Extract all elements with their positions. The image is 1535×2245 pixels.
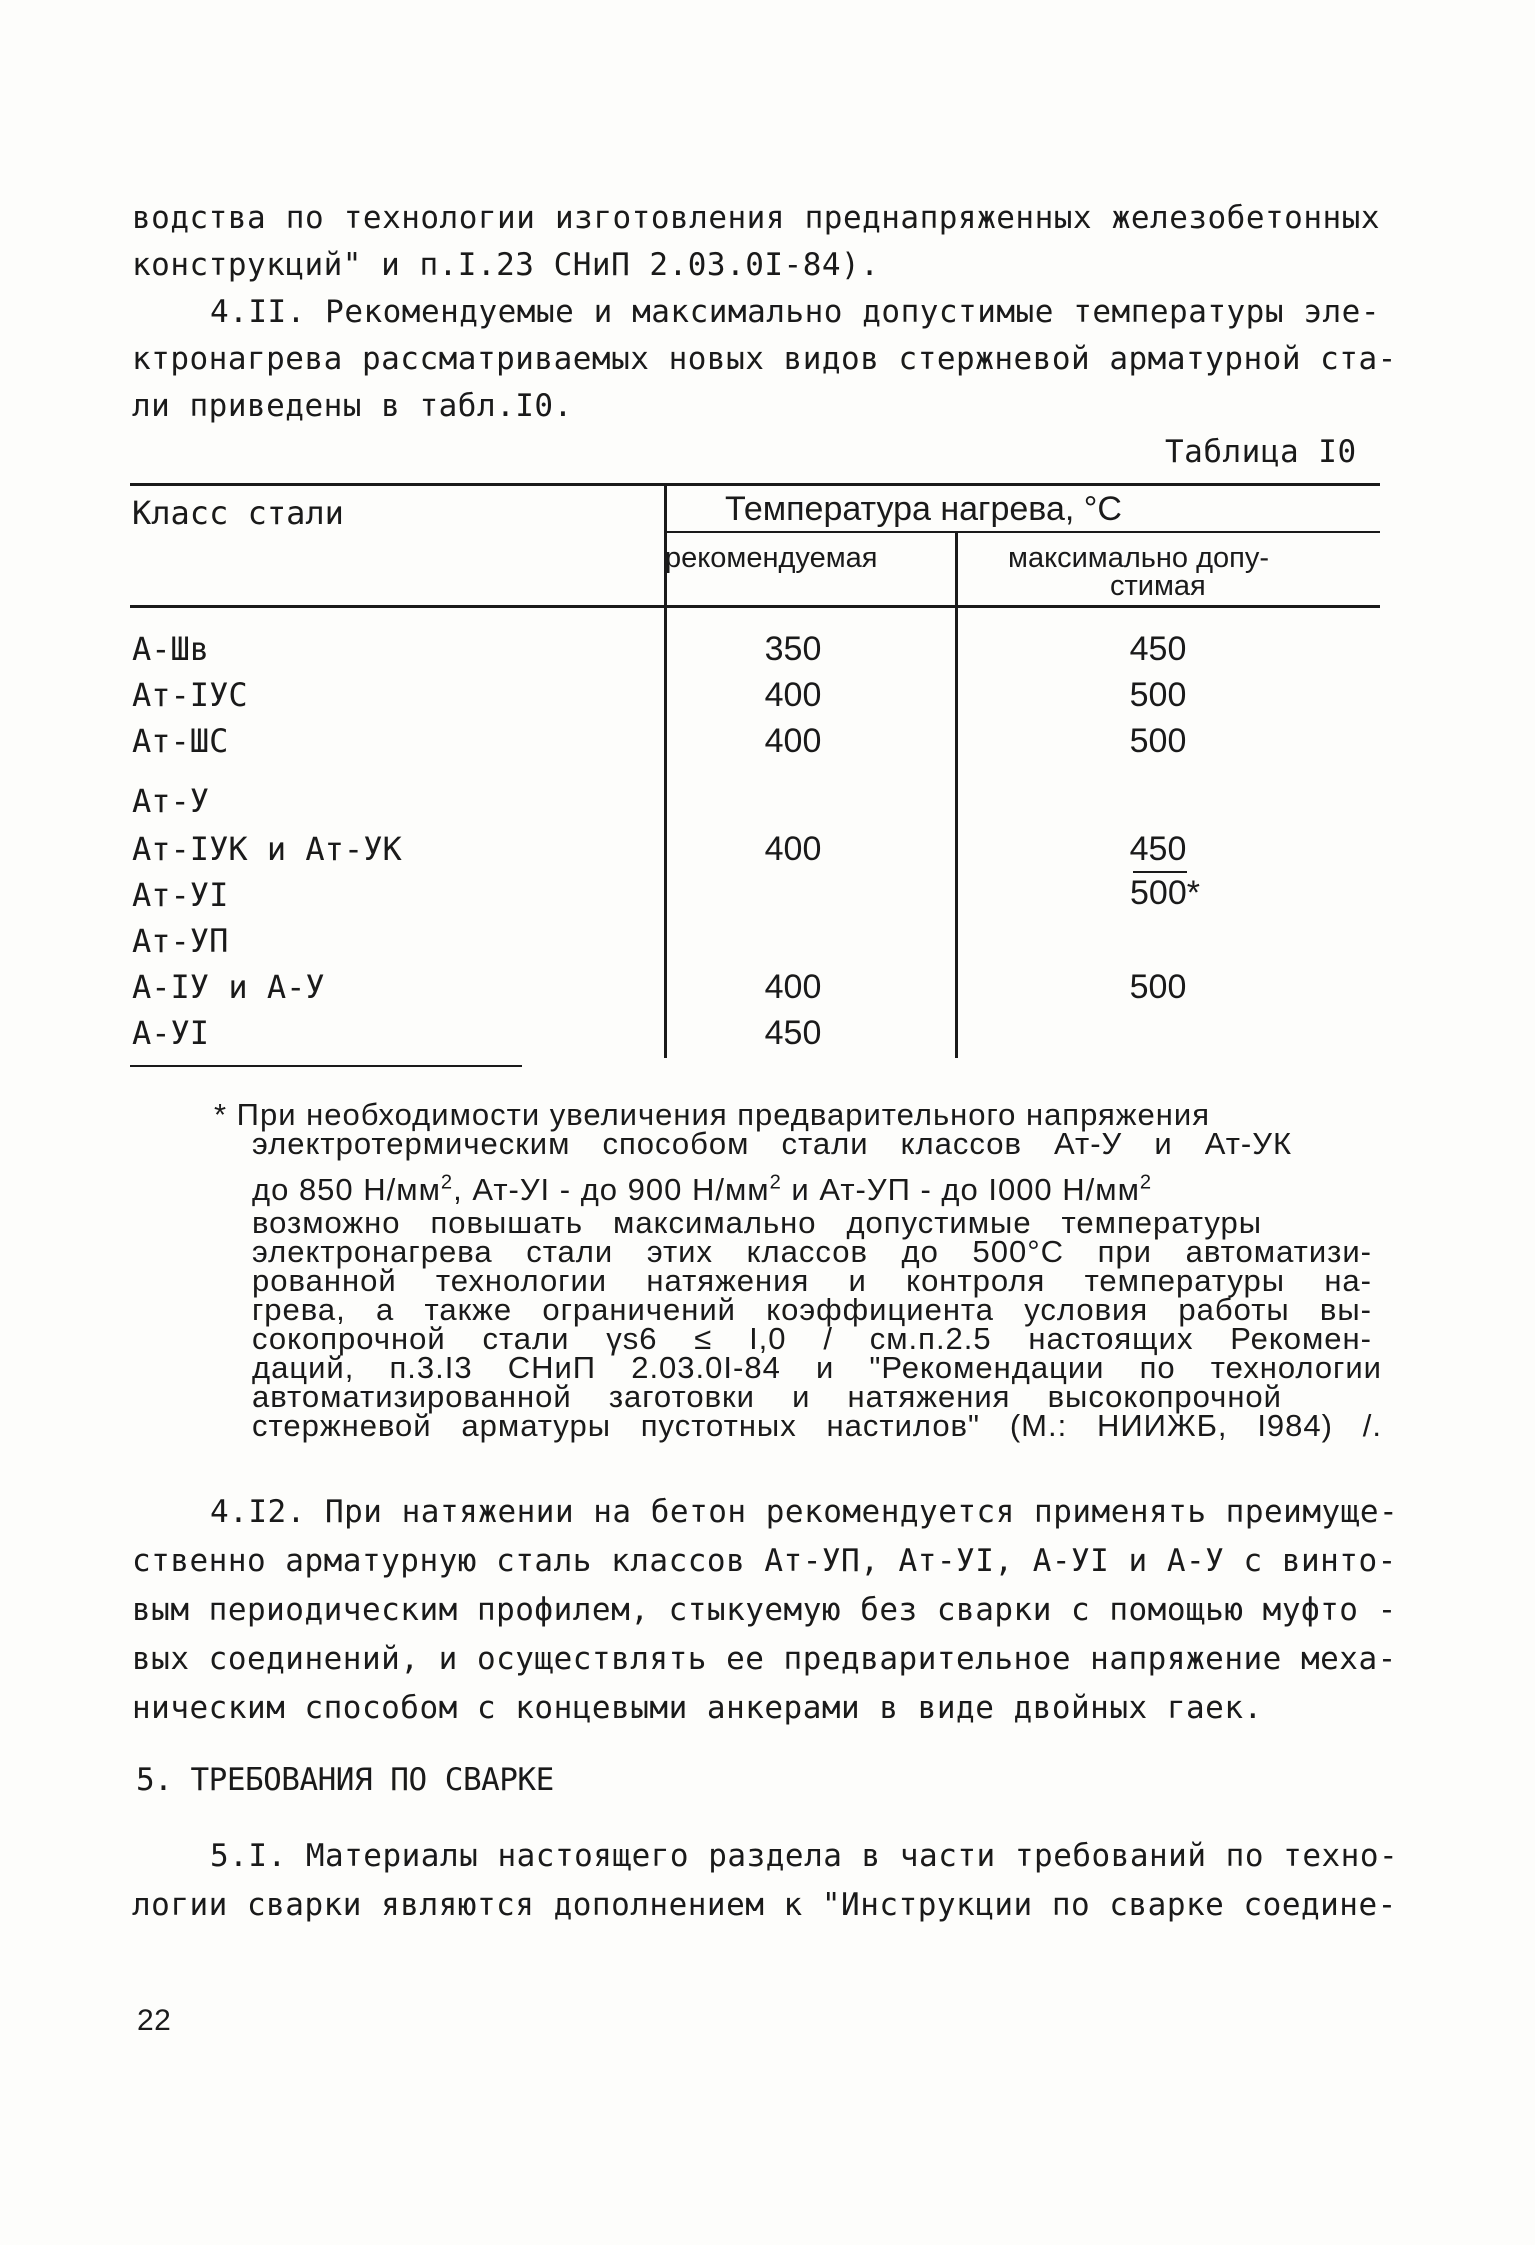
fraction-bar — [1133, 871, 1187, 873]
table-header-rule — [130, 605, 1380, 608]
header-steel-class: Класс стали — [132, 494, 344, 532]
class-cell: Ат-IУС — [132, 676, 248, 714]
para-4-12-line-1: 4.I2. При натяжении на бетон рекомендуется применять преимуще- — [210, 1494, 1399, 1530]
para-4-11-line-1: 4.II. Рекомендуемые и максимально допустимые температуры эле- — [210, 294, 1380, 330]
maximum-cell: 500* — [1130, 874, 1200, 912]
footnote-line-11: стержневой арматуры пустотных настилов" (М.: НИИЖБ, I984) /. — [252, 1408, 1382, 1443]
table-bottom-rule — [130, 1065, 522, 1067]
footnote-line-1: * При необходимости увеличения предварительного напряжения — [214, 1097, 1210, 1132]
recommended-cell: 400 — [764, 968, 822, 1006]
header-max-line-1: максимально допу- — [1008, 542, 1269, 574]
para-5-1-line-2: логии сварки являются дополнением к "Инструкции по сварке соедине- — [132, 1887, 1397, 1923]
footnote-sup: 2 — [769, 1171, 782, 1194]
header-max-line-2: стимая — [1110, 570, 1206, 602]
footnote-line-3-part-b: , Ат-УI - до 900 Н/мм — [453, 1172, 770, 1207]
recommended-cell: 400 — [764, 830, 822, 868]
footnote-line-7: грева, а также ограничений коэффициента условия работы вы- — [252, 1292, 1372, 1327]
footnote-line-4: возможно повышать максимально допустимые температуры — [252, 1205, 1262, 1240]
para-4-12-line-5: ническим способом с концевыми анкерами в виде двойных гаек. — [132, 1690, 1263, 1726]
recommended-cell: 350 — [764, 630, 822, 668]
footnote-line-10: автоматизированной заготовки и натяжения высокопрочной — [252, 1379, 1282, 1414]
footnote-sup: 2 — [1139, 1171, 1153, 1194]
footnote-line-6: рованной технологии натяжения и контроля температуры на- — [252, 1263, 1372, 1298]
header-recommended: рекомендуемая — [665, 542, 878, 574]
class-cell: А-УI — [132, 1014, 210, 1052]
class-cell: Ат-IУК и Ат-УК — [132, 830, 402, 868]
para-5-1-line-1: 5.I. Материалы настоящего раздела в части требований по техно- — [210, 1838, 1399, 1874]
section-5-heading: 5. ТРЕБОВАНИЯ ПО СВАРКЕ — [136, 1762, 554, 1798]
footnote-line-2: электротермическим способом стали классов Ат-У и Ат-УК — [252, 1126, 1292, 1161]
recommended-cell: 400 — [764, 676, 822, 714]
footnote-line-3-part-c: и Ат-УП - до I000 Н/мм — [781, 1172, 1140, 1207]
table-col-divider-2 — [955, 531, 958, 1058]
maximum-cell: 500 — [1129, 968, 1187, 1006]
para-4-12-line-4: вых соединений, и осуществлять ее предварительное напряжение меха- — [132, 1641, 1397, 1677]
intro-line-1: водства по технологии изготовления преднапряженных железобетонных — [132, 200, 1380, 236]
class-cell: А-IУ и А-У — [132, 968, 325, 1006]
footnote-line-3-part-a: до 850 Н/мм — [252, 1172, 441, 1207]
para-4-11-line-3: ли приведены в табл.I0. — [132, 388, 573, 424]
para-4-11-line-2: ктронагрева рассматриваемых новых видов стержневой арматурной ста- — [132, 341, 1397, 377]
header-temperature: Температура нагрева, °С — [725, 490, 1122, 528]
para-4-12-line-3: вым периодическим профилем, стыкуемую без сварки с помощью муфто - — [132, 1592, 1397, 1628]
intro-line-2: конструкций" и п.I.23 СНиП 2.03.0I-84). — [132, 247, 880, 283]
maximum-cell: 500 — [1129, 722, 1187, 760]
maximum-cell: 450 — [1129, 630, 1187, 668]
table-caption: Таблица I0 — [1165, 434, 1357, 470]
class-cell: Ат-УП — [132, 922, 229, 960]
class-cell: Ат-У — [132, 782, 210, 820]
maximum-cell: 450 — [1129, 830, 1187, 868]
para-4-12-line-2: ственно арматурную сталь классов Ат-УП, Ат-УI, А-УI и А-У с винто- — [132, 1543, 1397, 1579]
footnote-line-3 — [252, 1171, 1153, 1207]
footnote-line-5: электронагрева стали этих классов до 500°С при автоматизи- — [252, 1234, 1372, 1269]
maximum-cell: 500 — [1129, 676, 1187, 714]
recommended-cell: 450 — [764, 1014, 822, 1052]
footnote-line-8: сокопрочной стали γs6 ≤ I,0 / см.п.2.5 настоящих Рекомен- — [252, 1321, 1372, 1356]
recommended-cell: 400 — [764, 722, 822, 760]
table-header-subrule — [665, 531, 1380, 533]
table-top-rule — [130, 483, 1380, 486]
class-cell: Ат-ШС — [132, 722, 229, 760]
class-cell: Ат-УI — [132, 876, 229, 914]
page-number: 22 — [137, 2004, 172, 2037]
footnote-line-9: даций, п.3.I3 СНиП 2.03.0I-84 и "Рекомендации по технологии — [252, 1350, 1382, 1385]
class-cell: А-Шв — [132, 630, 210, 668]
footnote-sup: 2 — [440, 1171, 454, 1194]
